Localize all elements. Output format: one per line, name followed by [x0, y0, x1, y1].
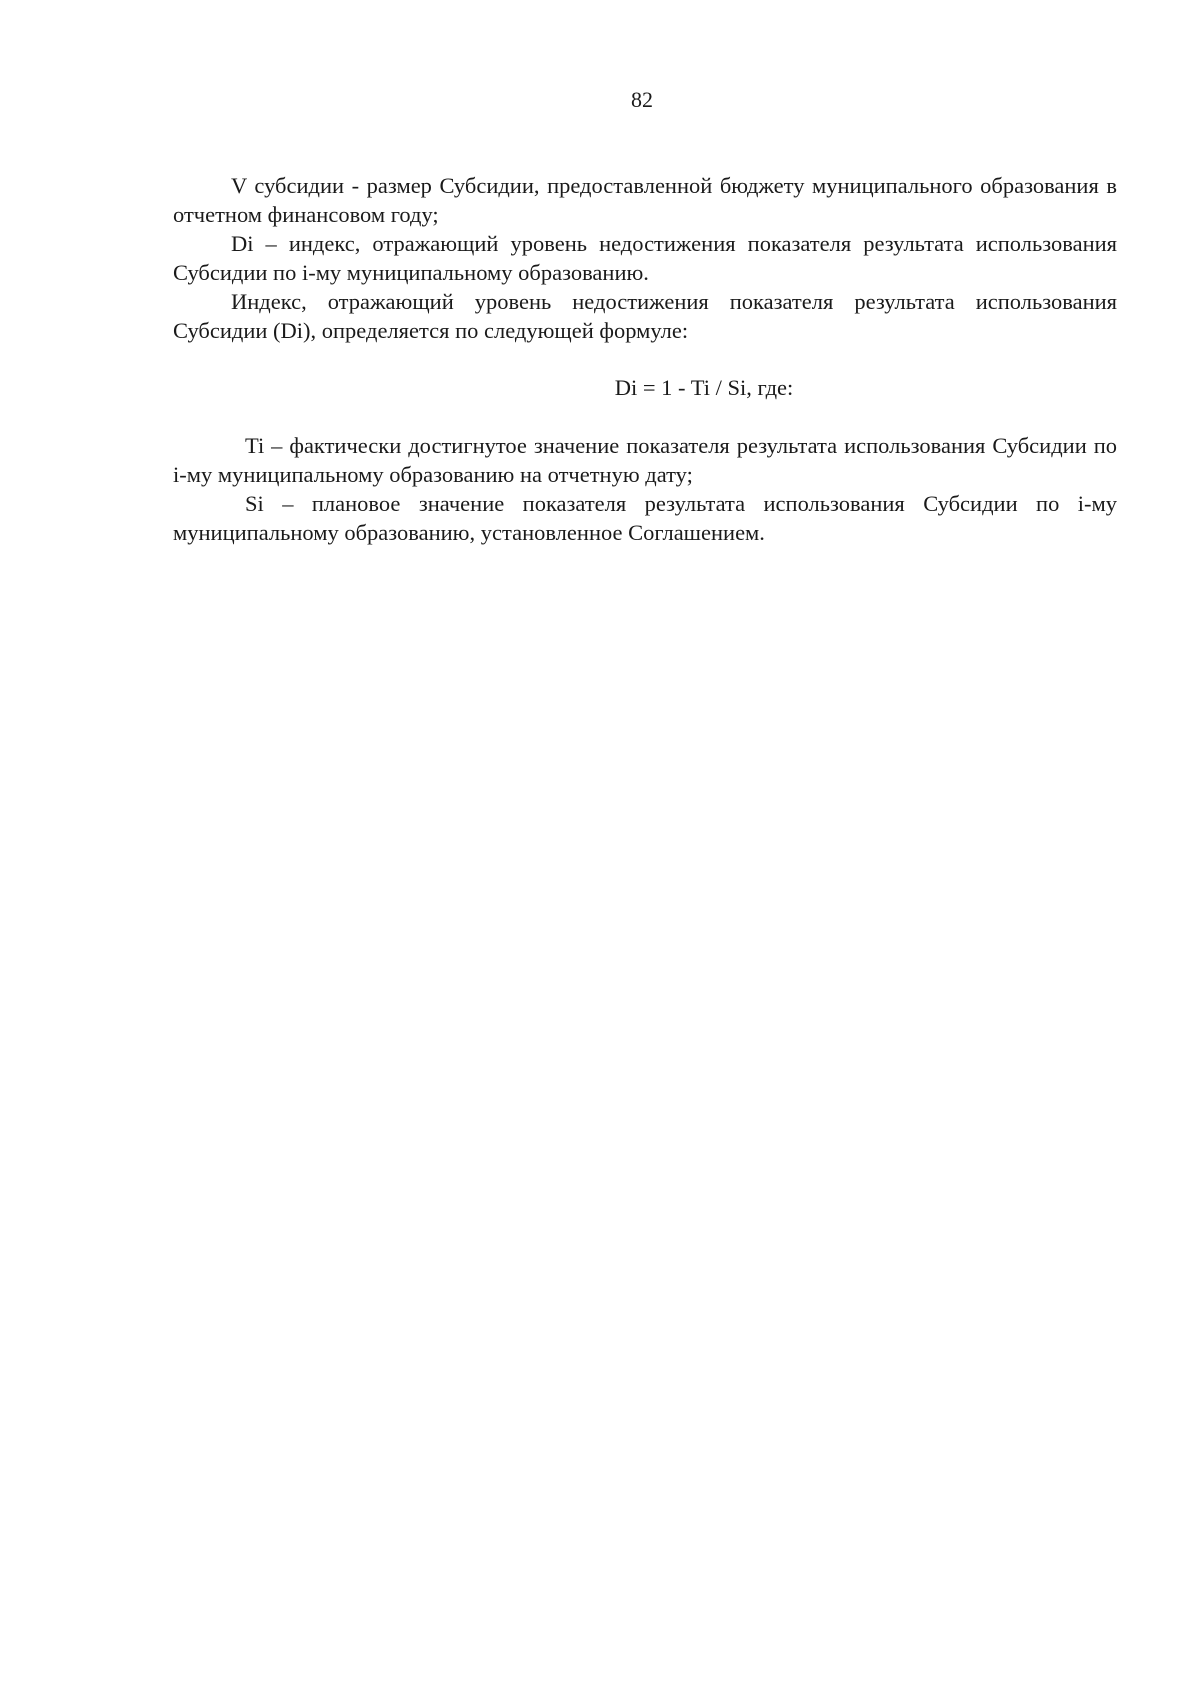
paragraph-index-formula-intro: Индекс, отражающий уровень недостижения показателя результата использования Субсидии (Di), определяется по следующей формуле:: [173, 289, 1117, 343]
page-number: 82: [631, 87, 653, 112]
document-body: [173, 171, 1117, 547]
paragraph-si-definition: Si – плановое значение показателя результата использования Субсидии по i-му муниципальному образованию, установленное Соглашением.: [173, 491, 1117, 545]
paragraph-v-subsidy: V субсидии - размер Субсидии, предоставленной бюджету муниципального образования в отчетном финансовом году;: [173, 173, 1117, 227]
paragraph-di-index: Di – индекс, отражающий уровень недостижения показателя результата использования Субсидии по i-му муниципальному образованию.: [173, 231, 1117, 285]
paragraph-ti-definition: Ti – фактически достигнутое значение показателя результата использования Субсидии по i-му муниципальному образованию на отчетную дату;: [173, 433, 1117, 487]
formula: Di = 1 - Ti / Si, где:: [614, 375, 794, 400]
